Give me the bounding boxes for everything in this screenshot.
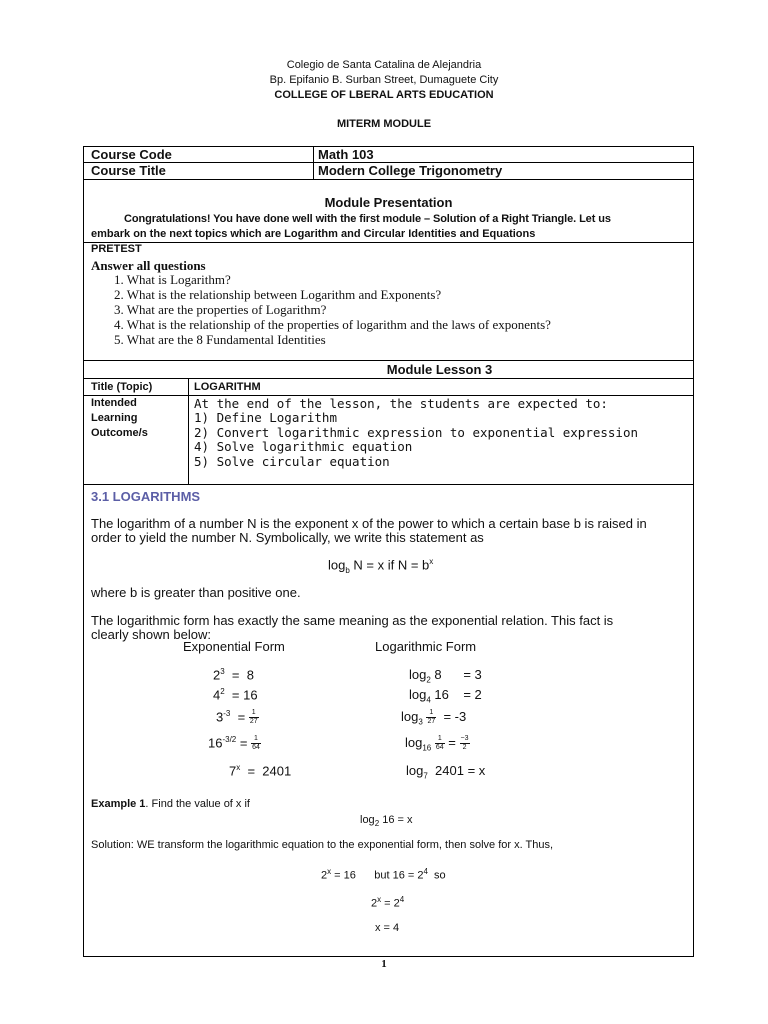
pretest-question: 5. What are the 8 Fundamental Identities (114, 332, 326, 347)
fraction: $\frac{1}{64}$ (252, 735, 260, 752)
course-code-value: Math 103 (318, 147, 374, 162)
exp-form-row: $4^2 = 16$ (213, 687, 258, 703)
pretest-question: 1. What is Logarithm? (114, 272, 231, 287)
solution-text: Solution: WE transform the logarithmic equation to the exponential form, then solve for x. Thus, (91, 839, 554, 851)
pretest-question: 4. What is the relationship of the properties of logarithm and the laws of exponents? (114, 317, 551, 332)
ilo-label: Intended (91, 397, 137, 409)
module-table (83, 146, 694, 957)
presentation-heading: Module Presentation (324, 195, 453, 210)
ilo-item: 1) Define Logarithm (194, 410, 337, 425)
lesson-heading: Module Lesson 3 (386, 362, 493, 377)
topic-label: Title (Topic) (91, 381, 153, 393)
course-title-value: Modern College Trigonometry (318, 163, 503, 178)
solution-answer: x = 4 (375, 922, 400, 934)
example-prompt: Example 1. Find the value of x if (91, 798, 250, 810)
fraction: $\frac{1}{27}$ (427, 709, 436, 726)
exp-form-row: 7$^x$ = 2401 (229, 763, 292, 779)
topic-value: LOGARITHM (194, 381, 261, 393)
exp-form-row: $16^{-3/2}$ = $\frac{1}{64}$ (208, 735, 260, 752)
exponential-form-header: Exponential Form (183, 639, 285, 654)
pretest-label: PRETEST (91, 243, 142, 255)
section-heading: 3.1 LOGARITHMS (91, 489, 201, 504)
example-equation: $\log_2 16 = x$ (360, 814, 413, 829)
log-form-row: $\log_7 2401 = x$ (406, 763, 486, 781)
course-code-label: Course Code (91, 147, 172, 162)
module-title: MITERM MODULE (336, 118, 432, 130)
college-name: COLLEGE OF LBERAL ARTS EDUCATION (274, 89, 494, 101)
course-title-label: Course Title (91, 163, 166, 178)
ilo-item: 5) Solve circular equation (194, 454, 390, 469)
log-form-row: $\log_4 16$ = 2 (409, 687, 482, 705)
logarithmic-form-header: Logarithmic Form (375, 639, 477, 654)
ilo-item: 4) Solve logarithmic equation (194, 439, 413, 454)
ilo-intro: At the end of the lesson, the students are expected to: (194, 396, 608, 411)
ilo-label: Learning (91, 412, 138, 424)
fraction: $\frac{1}{64}$ (435, 735, 444, 752)
ilo-label: Outcome/s (91, 427, 148, 439)
pretest-question: 3. What are the properties of Logarithm? (114, 302, 327, 317)
pretest-instruction: Answer all questions (91, 258, 206, 273)
definition-equation: $\log_b N = x$ if $N = b^x$ (328, 557, 434, 575)
log-form-row: $\log_{16}$ $\frac{1}{64}$ = $\frac{-3}{2}$ (405, 735, 469, 753)
forms-intro-line1: The logarithmic form has exactly the same meaning as the exponential relation. This fact is (91, 613, 614, 628)
exp-form-row: $3^{-3}$ = $\frac{1}{27}$ (216, 709, 258, 726)
solution-step: $2^x = 2^4$ (371, 895, 405, 910)
presentation-text-line1: Congratulations! You have done well with the first module – Solution of a Right Triangle. Let us (124, 213, 611, 225)
forms-intro-line2: clearly shown below: (91, 627, 211, 642)
page-number: 1 (381, 958, 387, 970)
school-address: Bp. Epifanio B. Surban Street, Dumaguete City (269, 74, 499, 86)
fraction: $\frac{-3}{2}$ (460, 735, 469, 752)
fraction: $\frac{1}{27}$ (249, 709, 258, 726)
ilo-item: 2) Convert logarithmic expression to exponential expression (194, 425, 639, 440)
pretest-question: 2. What is the relationship between Logarithm and Exponents? (114, 287, 442, 302)
exp-form-row: $2^3 = 8$ (213, 667, 254, 683)
school-name: Colegio de Santa Catalina de Alejandria (286, 59, 482, 71)
definition-line2: order to yield the number N. Symbolically, we write this statement as (91, 530, 484, 545)
log-form-row: $\log_2 8$ = 3 (409, 667, 482, 685)
presentation-text-line2: embark on the next topics which are Logarithm and Circular Identities and Equations (91, 228, 536, 240)
solution-step: $2^x = 16$ but $16 = 2^4$ so (321, 867, 446, 882)
base-condition: where b is greater than positive one. (91, 585, 301, 600)
log-form-row: $\log_3$ $\frac{1}{27}$ = -3 (401, 709, 467, 727)
definition-line1: The logarithm of a number N is the exponent x of the power to which a certain base b is raised in (91, 516, 647, 531)
